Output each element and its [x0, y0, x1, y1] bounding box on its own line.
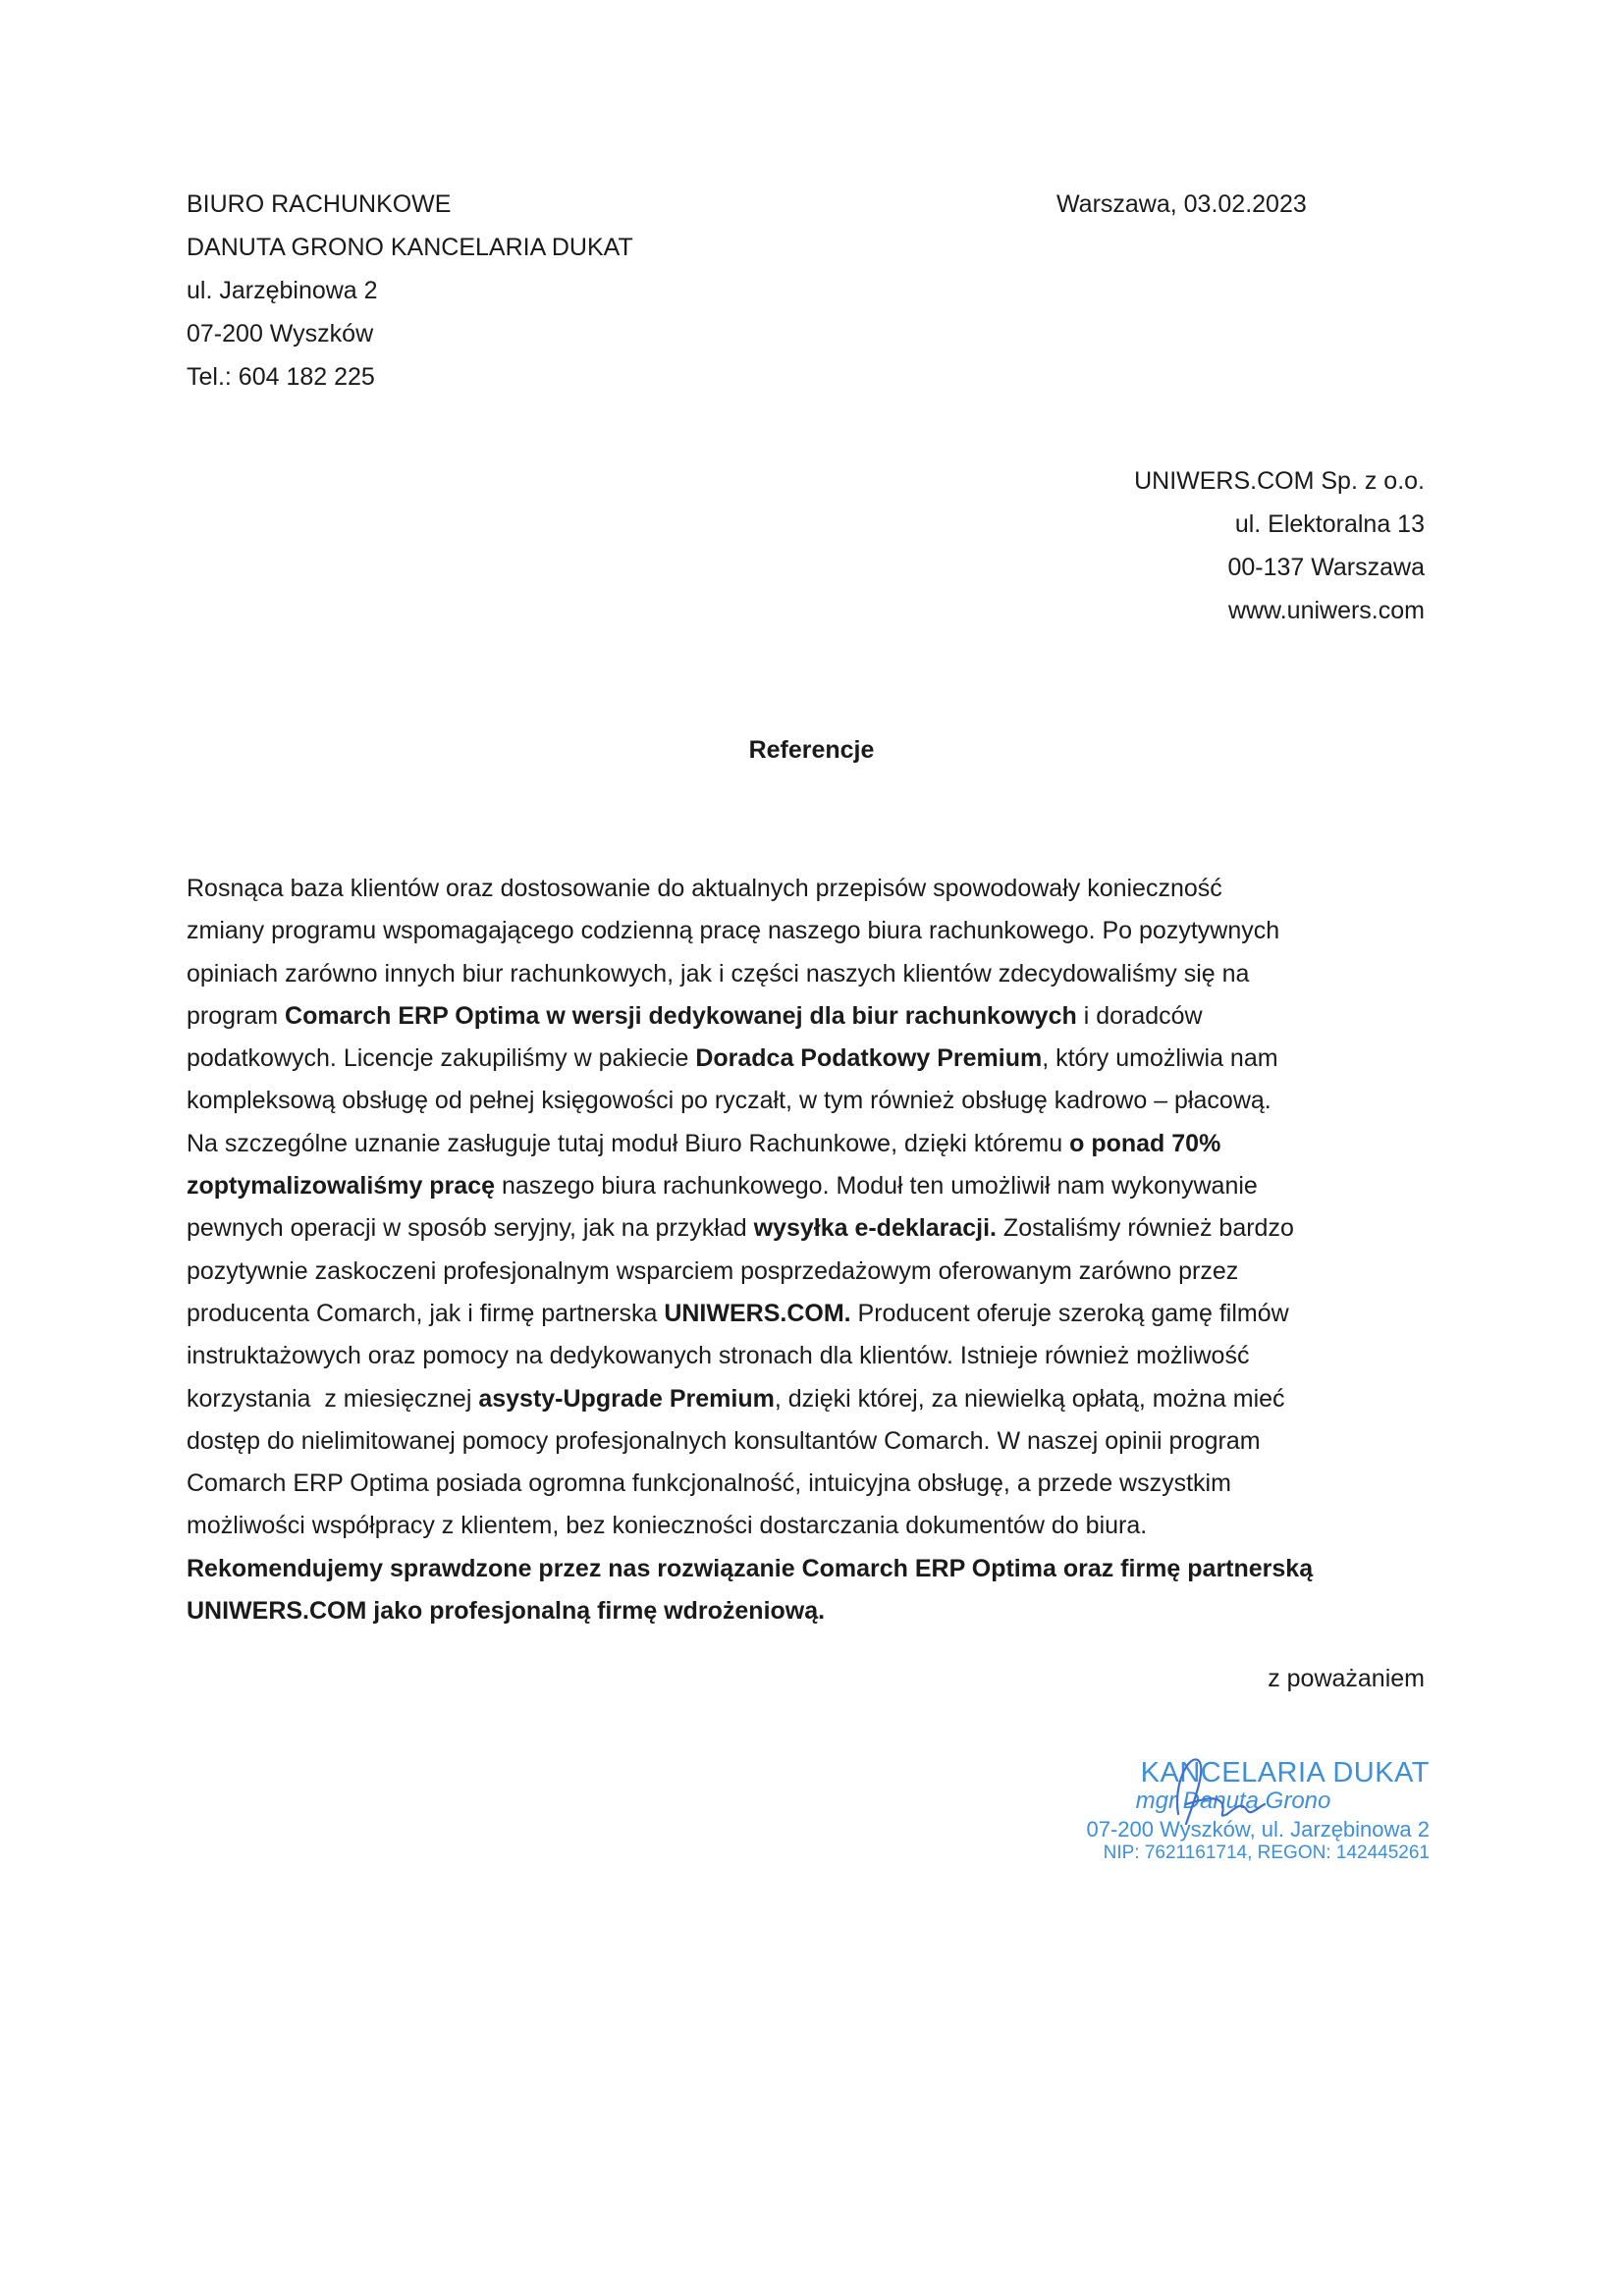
body-text: , dzięki której, za niewielką opłatą, można mieć [774, 1384, 1285, 1413]
body-text: podatkowych. Licencje zakupiliśmy w pakiecie [187, 1044, 696, 1073]
letter-date: Warszawa, 03.02.2023 [1056, 190, 1307, 218]
body-text: program [187, 1001, 286, 1030]
body-bold-text: asysty-Upgrade Premium [478, 1384, 775, 1413]
body-bold-text: Rekomendujemy sprawdzone przez nas rozwiązanie Comarch ERP Optima oraz firmę partnerską [187, 1554, 1314, 1582]
body-text: Producent oferuje szeroką gamę filmów [850, 1299, 1289, 1327]
body-bold-text: zoptymalizowaliśmy pracę [187, 1172, 496, 1201]
handwritten-signature [1149, 1745, 1296, 1843]
body-line: możliwości współpracy z klientem, bez konieczności dostarczania dokumentów do biura. [187, 1512, 1148, 1540]
recipient-line: UNIWERS.COM Sp. z o.o. [1134, 467, 1425, 495]
recipient-address [1134, 459, 1425, 632]
body-text: Zostaliśmy również bardzo [996, 1214, 1294, 1243]
letter-title: Referencje [748, 736, 875, 764]
body-line [187, 1165, 1434, 1207]
body-text: pewnych operacji w sposób seryjny, jak na przykład [187, 1214, 754, 1243]
stamp-tax-ids: NIP: 7621161714, REGON: 142445261 [1103, 1842, 1430, 1863]
body-line [187, 1378, 1434, 1420]
body-line: Comarch ERP Optima posiada ogromna funkcjonalność, intuicyjna obsługę, a przede wszystkim [187, 1469, 1231, 1498]
recipient-line: ul. Elektoralna 13 [1234, 510, 1425, 538]
body-text: naszego biura rachunkowego. Moduł ten umożliwił nam wykonywanie [495, 1172, 1258, 1201]
body-line [187, 1207, 1434, 1250]
stamp-person: mgr Danuta Grono [1135, 1788, 1331, 1814]
body-bold-text: Comarch ERP Optima w wersji dedykowanej dla biur rachunkowych [285, 1001, 1077, 1030]
sender-line: ul. Jarzębinowa 2 [187, 277, 378, 304]
recipient-website: www.uniwers.com [1227, 597, 1425, 624]
body-text: , który umożliwia nam [1042, 1044, 1278, 1073]
body-text: i doradców [1076, 1001, 1203, 1030]
body-line: kompleksową obsługę od pełnej księgowości po ryczałt, w tym również obsługę kadrowo – płacową. [187, 1087, 1271, 1115]
body-line: opiniach zarówno innych biur rachunkowych, jak i części naszych klientów zdecydowaliśmy się na [187, 959, 1250, 988]
body-bold-text: UNIWERS.COM jako profesjonalną firmę wdrożeniową. [187, 1597, 826, 1626]
body-bold-text: wysyłka e-deklaracji. [753, 1214, 997, 1243]
body-line [187, 1038, 1434, 1080]
body-line [187, 995, 1434, 1038]
recipient-line: 00-137 Warszawa [1227, 554, 1425, 581]
body-text: producenta Comarch, jak i firmę partnerska [187, 1299, 665, 1327]
body-line [187, 1293, 1434, 1335]
body-line: instruktażowych oraz pomocy na dedykowanych stronach dla klientów. Istnieje również możliwość [187, 1342, 1250, 1370]
sender-line: DANUTA GRONO KANCELARIA DUKAT [187, 234, 633, 261]
sender-line: 07-200 Wyszków [187, 320, 374, 347]
body-line: Rosnąca baza klientów oraz dostosowanie do aktualnych przepisów spowodowały konieczność [187, 875, 1222, 902]
sender-phone: Tel.: 604 182 225 [187, 363, 375, 391]
body-text: Na szczególne uznanie zasługuje tutaj moduł Biuro Rachunkowe, dzięki któremu [187, 1129, 1070, 1157]
body-line [187, 1123, 1434, 1165]
sender-line: BIURO RACHUNKOWE [187, 190, 452, 218]
letter-body [187, 868, 1434, 1632]
body-bold-text: Doradca Podatkowy Premium [695, 1044, 1043, 1073]
body-bold-text: o ponad 70% [1069, 1129, 1221, 1157]
body-line: dostęp do nielimitowanej pomocy profesjonalnych konsultantów Comarch. W naszej opinii program [187, 1426, 1261, 1455]
body-text: korzystania z miesięcznej [187, 1384, 479, 1413]
body-bold-text: UNIWERS.COM. [664, 1299, 851, 1327]
stamp-address: 07-200 Wyszków, ul. Jarzębinowa 2 [1086, 1817, 1430, 1842]
body-recommendation-line [187, 1590, 1434, 1632]
body-recommendation-line [187, 1548, 1434, 1590]
closing-salutation: z poważaniem [1268, 1665, 1425, 1692]
body-line: zmiany programu wspomagającego codzienną pracę naszego biura rachunkowego. Po pozytywnych [187, 917, 1280, 945]
stamp-company-name: KANCELARIA DUKAT [1140, 1757, 1430, 1789]
body-line: pozytywnie zaskoczeni profesjonalnym wsparciem posprzedażowym oferowanym zarówno przez [187, 1256, 1239, 1285]
sender-address [187, 183, 633, 399]
